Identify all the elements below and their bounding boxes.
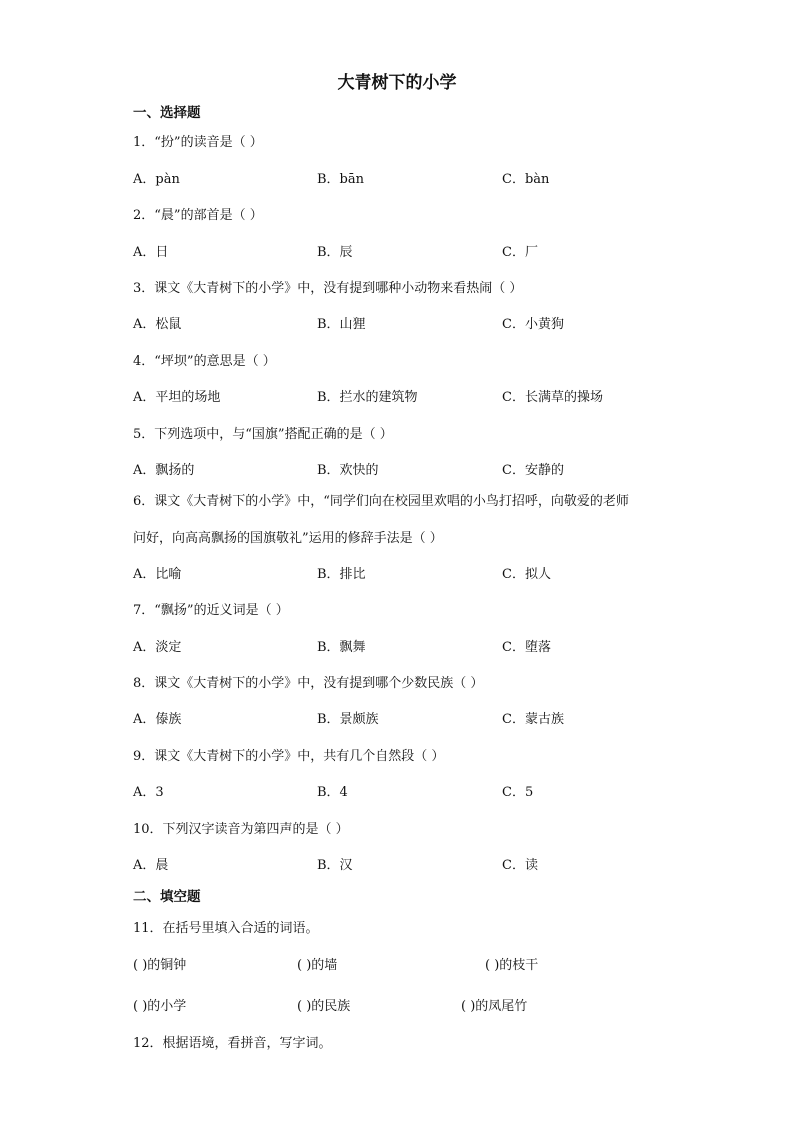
q11-blank-5: ( )的民族 xyxy=(297,999,351,1014)
q2-option-c: C．厂 xyxy=(502,245,538,260)
q11-blank-6: ( )的凤尾竹 xyxy=(461,999,528,1014)
section-heading-choice: 一、选择题 xyxy=(133,105,201,121)
section-heading-fill: 二、填空题 xyxy=(133,889,201,905)
question-3: 3．课文《大青树下的小学》中，没有提到哪种小动物来看热闹（ ） xyxy=(133,281,523,296)
q1-option-c: C．bàn xyxy=(502,172,550,187)
question-7: 7．“飘扬”的近义词是（ ） xyxy=(133,603,289,618)
q2-option-b: B．辰 xyxy=(317,245,353,260)
q3-option-b: B．山狸 xyxy=(317,317,366,332)
q10-option-a: A．晨 xyxy=(133,858,169,873)
q7-option-a: A．淡定 xyxy=(133,640,182,655)
q2-option-a: A．日 xyxy=(133,245,169,260)
q5-option-b: B．欢快的 xyxy=(317,463,379,478)
q10-option-c: C．读 xyxy=(502,858,538,873)
q8-option-b: B．景颇族 xyxy=(317,712,379,727)
q6-option-b: B．排比 xyxy=(317,567,366,582)
question-12: 12．根据语境，看拼音，写字词。 xyxy=(133,1036,332,1051)
q6-option-a: A．比喻 xyxy=(133,567,182,582)
q9-option-c: C．5 xyxy=(502,785,534,800)
q6-option-c: C．拟人 xyxy=(502,567,551,582)
question-9: 9．课文《大青树下的小学》中，共有几个自然段（ ） xyxy=(133,749,445,764)
q11-blank-2: ( )的墙 xyxy=(297,958,338,973)
q8-option-c: C．蒙古族 xyxy=(502,712,564,727)
q1-option-b: B．bān xyxy=(317,172,364,187)
q5-option-c: C．安静的 xyxy=(502,463,564,478)
q10-option-b: B．汉 xyxy=(317,858,353,873)
question-5: 5．下列选项中，与“国旗”搭配正确的是（ ） xyxy=(133,427,393,442)
question-2: 2．“晨”的部首是（ ） xyxy=(133,208,263,223)
question-6-continued: 问好，向高高飘扬的国旗敬礼”运用的修辞手法是（ ） xyxy=(133,531,443,546)
q4-option-b: B．拦水的建筑物 xyxy=(317,390,418,405)
q4-option-c: C．长满草的操场 xyxy=(502,390,603,405)
question-1: 1．“扮”的读音是（ ） xyxy=(133,135,263,150)
question-6: 6．课文《大青树下的小学》中，“同学们向在校园里欢唱的小鸟打招呼，向敬爱的老师 xyxy=(133,494,629,509)
q9-option-b: B．4 xyxy=(317,785,348,800)
question-10: 10．下列汉字读音为第四声的是（ ） xyxy=(133,822,349,837)
question-8: 8．课文《大青树下的小学》中，没有提到哪个少数民族（ ） xyxy=(133,676,484,691)
q7-option-b: B．飘舞 xyxy=(317,640,366,655)
q1-option-a: A．pàn xyxy=(133,172,180,187)
q4-option-a: A．平坦的场地 xyxy=(133,390,221,405)
q7-option-c: C．堕落 xyxy=(502,640,551,655)
q3-option-a: A．松鼠 xyxy=(133,317,182,332)
page-title: 大青树下的小学 xyxy=(337,73,457,93)
question-4: 4．“坪坝”的意思是（ ） xyxy=(133,354,276,369)
q3-option-c: C．小黄狗 xyxy=(502,317,564,332)
q11-blank-1: ( )的铜钟 xyxy=(133,958,187,973)
q9-option-a: A．3 xyxy=(133,785,164,800)
q11-blank-4: ( )的小学 xyxy=(133,999,187,1014)
q5-option-a: A．飘扬的 xyxy=(133,463,195,478)
q8-option-a: A．傣族 xyxy=(133,712,182,727)
question-11: 11．在括号里填入合适的词语。 xyxy=(133,921,319,936)
q11-blank-3: ( )的枝干 xyxy=(485,958,539,973)
